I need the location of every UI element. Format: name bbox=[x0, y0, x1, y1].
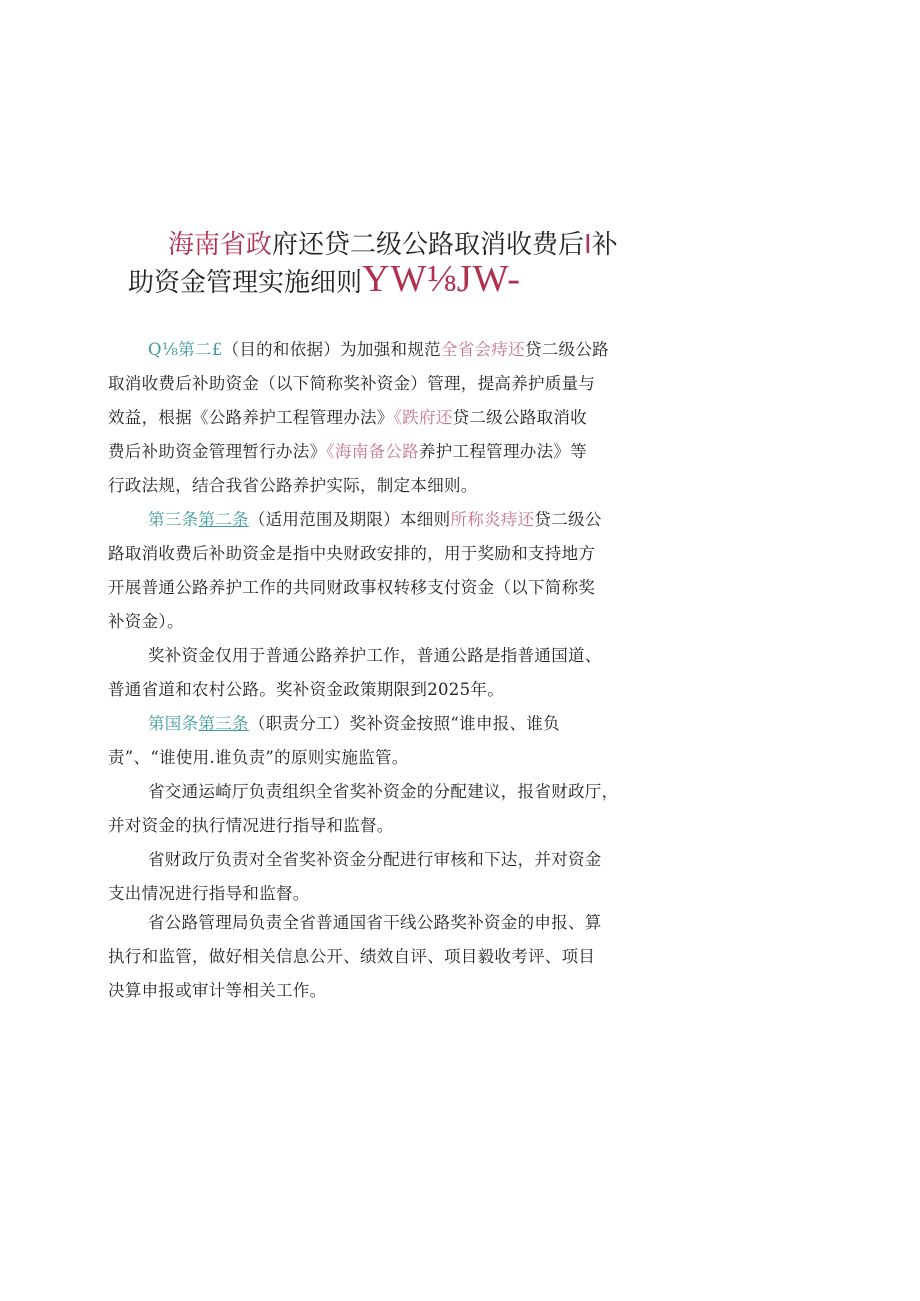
text-segment: （适用范围及期限）本细则 bbox=[248, 510, 451, 529]
text-line bbox=[108, 503, 653, 537]
article-number: 第三条 bbox=[148, 510, 199, 529]
title-highlight: 海南省政 bbox=[168, 230, 273, 260]
text-line: 决算申报或审计等相关工作。 bbox=[108, 981, 327, 1000]
text-highlight: 全省会痔还 bbox=[440, 340, 525, 359]
text-line: 开展普通公路养护工作的共同财政事权转移支付资金（以下简称奖 bbox=[108, 578, 596, 597]
text-segment: 养护工程管理办法》等 bbox=[418, 442, 587, 461]
article-number: 第国条 bbox=[148, 714, 199, 733]
title-highlight: I bbox=[584, 230, 592, 260]
text-line: 补资金）。 bbox=[108, 612, 184, 631]
title-text: 府还贷二级公路取消收费后 bbox=[272, 230, 585, 260]
text-line: 行政法规，结合我省公路养护实际，制定本细则。 bbox=[108, 476, 478, 495]
article-number: Q⅛第二£ bbox=[148, 340, 223, 359]
title-text: 补 bbox=[591, 230, 618, 260]
title-text: 助资金管理实施细则 bbox=[128, 268, 363, 298]
text-line bbox=[108, 333, 653, 367]
text-segment: 效益，根据《公路养护工程管理办法》 bbox=[108, 408, 394, 427]
text-segment: 贷二级公 bbox=[534, 510, 602, 529]
document-title-line-2 bbox=[128, 259, 688, 303]
text-segment: （目的和依据）为加强和规范 bbox=[222, 340, 441, 359]
text-line: 责”、“谁使用.谁负责”的原则实施监管。 bbox=[108, 748, 409, 767]
article-scope bbox=[108, 503, 653, 639]
text-segment: 贷二级公路取消收 bbox=[452, 408, 587, 427]
text-segment: 费后补助资金管理暂行办法》 bbox=[108, 442, 327, 461]
article-number-link[interactable]: 第三条 bbox=[198, 714, 249, 733]
text-segment: （职责分工）奖补资金按照“谁申报、谁负 bbox=[248, 714, 560, 733]
paragraph-usage bbox=[108, 639, 653, 707]
text-line: 执行和监管，做好相关信息公开、绩效自评、项目毅收考评、项目 bbox=[108, 947, 596, 966]
article-purpose bbox=[108, 333, 653, 503]
text-line: 路取消收费后补助资金是指中央财政安排的，用于奖励和支持地方 bbox=[108, 544, 596, 563]
article-number-link[interactable]: 第二条 bbox=[198, 510, 249, 529]
paragraph-transport-dept bbox=[108, 775, 653, 843]
text-highlight: 《跌府还 bbox=[393, 408, 453, 427]
text-highlight: 所称炎痔还 bbox=[450, 510, 535, 529]
text-line: 支出情况进行指导和监督。 bbox=[108, 884, 310, 903]
text-line: 奖补资金仅用于普通公路养护工作，普通公路是指普通国道、 bbox=[148, 646, 602, 665]
text-line: 省交通运崎厅负责组织全省奖补资金的分配建议，报省财政厅， bbox=[148, 782, 619, 801]
paragraph-highway-bureau bbox=[108, 906, 653, 1008]
text-line: 省公路管理局负责全省普通国省干线公路奖补资金的申报、算 bbox=[148, 913, 602, 932]
text-line: 并对资金的执行情况进行指导和监督。 bbox=[108, 816, 394, 835]
text-highlight: 《海南备公路 bbox=[326, 442, 419, 461]
text-line: 取消收费后补助资金（以下简称奖补资金）管理，提高养护质量与 bbox=[108, 374, 596, 393]
text-line bbox=[108, 707, 653, 741]
text-segment: 贷二级公路 bbox=[524, 340, 609, 359]
text-line: 省财政厅负责对全省奖补资金分配进行审核和下达，并对资金 bbox=[148, 850, 602, 869]
text-line: 普通省道和农村公路。奖补资金政策期限到2025年。 bbox=[108, 680, 504, 699]
text-line bbox=[108, 401, 653, 435]
article-responsibilities bbox=[108, 707, 653, 775]
title-highlight: YW⅛JW- bbox=[362, 258, 522, 300]
text-line bbox=[108, 435, 653, 469]
paragraph-finance-dept bbox=[108, 843, 653, 911]
